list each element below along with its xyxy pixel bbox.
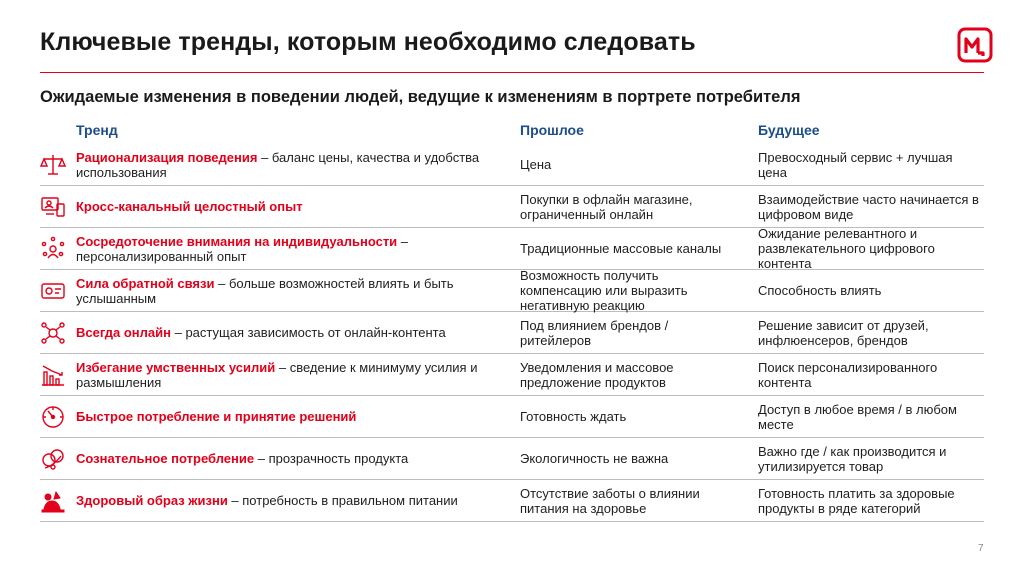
past-cell: Экологичность не важна [520,451,669,466]
column-header-future: Будущее [758,122,820,138]
past-cell: Цена [520,157,552,172]
trend-cell: Рационализация поведения – баланс цены, качества и удобства использования [76,149,480,180]
table-row [40,186,984,228]
trend-cell: Сила обратной связи – больше возможностей влиять и быть услышанным [76,275,454,306]
feedback-icon [40,278,66,304]
column-header-trend: Тренд [76,122,118,138]
trends-table [40,144,984,522]
omnichannel-icon [40,194,66,220]
past-cell: Под влиянием брендов / ритейлеров [520,317,669,348]
table-row [40,438,984,480]
future-cell: Поиск персонализированного контента [758,359,938,390]
past-cell: Возможность получить компенсацию или выразить негативную реакцию [520,268,688,313]
page-title: Ключевые тренды, которым необходимо следовать [40,28,696,56]
table-row [40,312,984,354]
healthy-food-icon [40,488,66,514]
online-icon [40,320,66,346]
past-cell: Готовность ждать [520,409,627,424]
personalization-icon [40,236,66,262]
trend-cell: Всегда онлайн – растущая зависимость от онлайн-контента [76,325,446,340]
future-cell: Доступ в любое время / в любом месте [758,401,957,432]
balance-icon [40,152,66,178]
table-row [40,144,984,186]
future-cell: Решение зависит от друзей, инфлюенсеров, брендов [758,317,929,348]
column-header-past: Прошлое [520,122,584,138]
trend-cell: Быстрое потребление и принятие решений [76,409,357,424]
future-cell: Готовность платить за здоровые продукты в ряде категорий [758,485,955,516]
past-cell: Уведомления и массовое предложение продуктов [520,359,674,390]
speedometer-icon [40,404,66,430]
brand-logo [957,27,993,63]
past-cell: Покупки в офлайн магазине, ограниченный онлайн [520,191,693,222]
future-cell: Превосходный сервис + лучшая цена [758,149,953,180]
future-cell: Способность влиять [758,283,882,298]
trend-cell: Избегание умственных усилий – сведение к минимуму усилия и размышления [76,359,478,390]
future-cell: Взаимодействие часто начинается в цифровом виде [758,191,979,222]
eco-icon [40,446,66,472]
future-cell: Важно где / как производится и утилизируется товар [758,443,947,474]
subtitle: Ожидаемые изменения в поведении людей, ведущие к изменениям в портрете потребителя [40,88,801,106]
table-row [40,228,984,270]
table-header [0,122,1024,140]
trend-cell: Сосредоточение внимания на индивидуальности – персонализированный опыт [76,233,409,264]
table-row [40,396,984,438]
table-row [40,480,984,522]
future-cell: Ожидание релевантного и развлекательного цифрового контента [758,226,935,271]
trend-cell: Сознательное потребление – прозрачность продукта [76,451,409,466]
table-row [40,270,984,312]
chart-down-icon [40,362,66,388]
page-number: 7 [978,543,984,554]
past-cell: Отсутствие заботы о влиянии питания на здоровье [520,485,700,516]
trend-cell: Здоровый образ жизни – потребность в правильном питании [76,493,458,508]
title-divider [40,72,984,73]
table-row [40,354,984,396]
trend-cell: Кросс-канальный целостный опыт [76,199,303,214]
past-cell: Традиционные массовые каналы [520,241,722,256]
